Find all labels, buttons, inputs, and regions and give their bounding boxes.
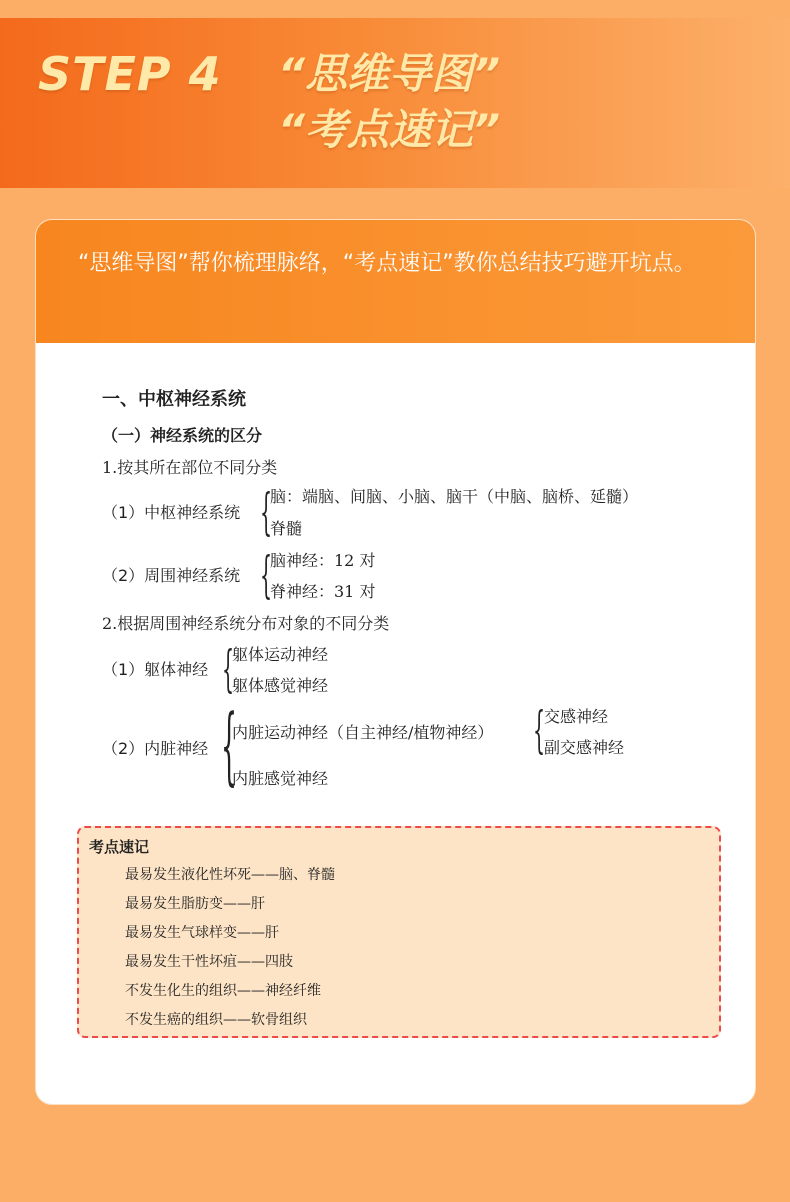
cns-label: （1）中枢神经系统 <box>102 503 241 522</box>
cns-spinal-cord: 脊髓 <box>270 519 303 538</box>
section-1-title: 1.按其所在部位不同分类 <box>102 458 278 477</box>
key-point-item: 不发生化生的组织——神经纤维 <box>125 983 321 999</box>
pns-cranial: 脑神经：12 对 <box>270 551 376 570</box>
outline-section <box>36 343 755 1104</box>
section-2-title: 2.根据周围神经系统分布对象的不同分类 <box>102 614 390 633</box>
key-point-item: 不发生癌的组织——软骨组织 <box>125 1012 307 1028</box>
somatic-sensory: 躯体感觉神经 <box>232 676 329 695</box>
intro-text: “思维导图”帮你梳理脉络，“考点速记”教你总结技巧避开坑点。 <box>78 251 696 276</box>
visceral-motor: 内脏运动神经（自主神经/植物神经） <box>232 723 494 742</box>
header-title-notes: “考点速记” <box>278 105 501 154</box>
visceral-sensory: 内脏感觉神经 <box>232 769 329 788</box>
key-points-box <box>77 826 721 1038</box>
somatic-motor: 躯体运动神经 <box>232 645 329 664</box>
key-point-item: 最易发生脂肪变——肝 <box>125 896 265 912</box>
outline-heading-1: 一、中枢神经系统 <box>102 389 246 410</box>
brace-icon: { <box>222 640 235 698</box>
brace-icon: { <box>260 546 273 604</box>
cns-brain: 脑：端脑、间脑、小脑、脑干（中脑、脑桥、延髓） <box>270 487 639 506</box>
key-point-item: 最易发生液化性坏死——脑、脊髓 <box>125 867 335 883</box>
pns-spinal: 脊神经：31 对 <box>270 582 376 601</box>
brace-icon: { <box>260 483 273 541</box>
sympathetic: 交感神经 <box>544 707 609 726</box>
somatic-label: （1）躯体神经 <box>102 660 209 679</box>
brace-icon: { <box>221 696 238 794</box>
step-title: STEP 4 <box>38 47 222 101</box>
parasympathetic: 副交感神经 <box>544 738 625 757</box>
content-card <box>36 220 755 1104</box>
intro-banner <box>36 220 755 343</box>
brace-icon: { <box>533 701 546 759</box>
key-point-item: 最易发生气球样变——肝 <box>125 925 279 941</box>
outline-heading-2: （一）神经系统的区分 <box>102 426 263 445</box>
key-points-title: 考点速记 <box>89 838 150 856</box>
header-title-mindmap: “思维导图” <box>278 49 501 98</box>
key-point-item: 最易发生干性坏疽——四肢 <box>125 954 293 970</box>
visceral-label: （2）内脏神经 <box>102 739 209 758</box>
pns-label: （2）周围神经系统 <box>102 566 241 585</box>
